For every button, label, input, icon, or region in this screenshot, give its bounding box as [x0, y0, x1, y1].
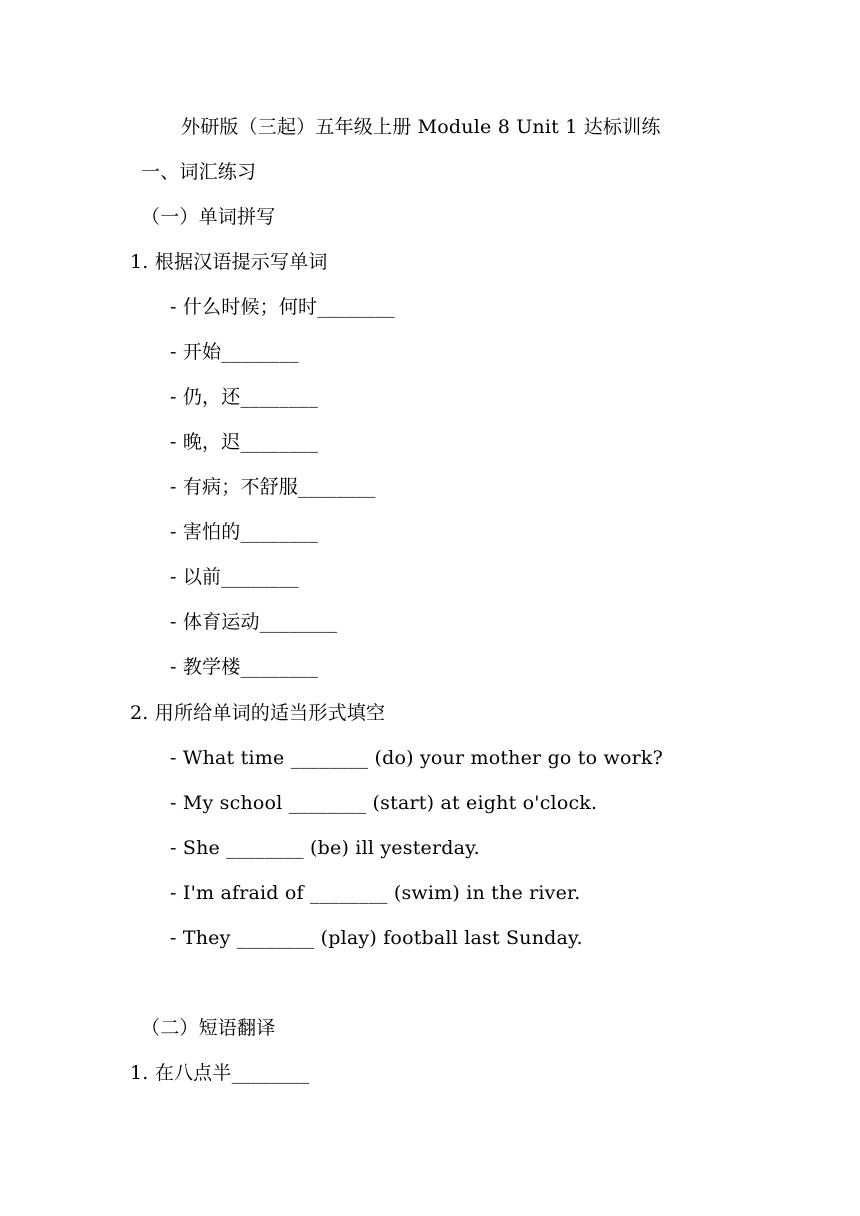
word-item: - 以前________	[170, 566, 299, 588]
fill-blank-sentence: - I'm afraid of ________ (swim) in the river.	[170, 882, 581, 904]
word-item: - 仍，还________	[170, 386, 319, 408]
fill-blank-sentence: - What time ________ (do) your mother go to work?	[170, 747, 664, 769]
question-2-label: 2. 用所给单词的适当形式填空	[130, 702, 386, 724]
word-item: - 体育运动________	[170, 611, 338, 633]
subsection-heading-phrase-translation: （二）短语翻译	[141, 1017, 276, 1039]
fill-blank-sentence: - She ________ (be) ill yesterday.	[170, 837, 480, 859]
word-item: - 晚，迟________	[170, 431, 319, 453]
word-item: - 害怕的________	[170, 521, 319, 543]
section-heading-vocabulary: 一、词汇练习	[141, 161, 257, 183]
subsection-heading-spelling: （一）单词拼写	[141, 206, 276, 228]
fill-blank-sentence: - My school ________ (start) at eight o'clock.	[170, 792, 598, 814]
word-item: - 有病；不舒服________	[170, 476, 376, 498]
word-item: - 什么时候；何时________	[170, 296, 395, 318]
word-item: - 开始________	[170, 341, 299, 363]
fill-blank-sentence: - They ________ (play) football last Sunday.	[170, 927, 583, 949]
document-title: 外研版（三起）五年级上册 Module 8 Unit 1 达标训练	[181, 116, 661, 138]
question-1-label: 1. 根据汉语提示写单词	[130, 251, 328, 273]
phrase-item: 1. 在八点半________	[130, 1062, 310, 1084]
word-item: - 教学楼________	[170, 656, 319, 678]
